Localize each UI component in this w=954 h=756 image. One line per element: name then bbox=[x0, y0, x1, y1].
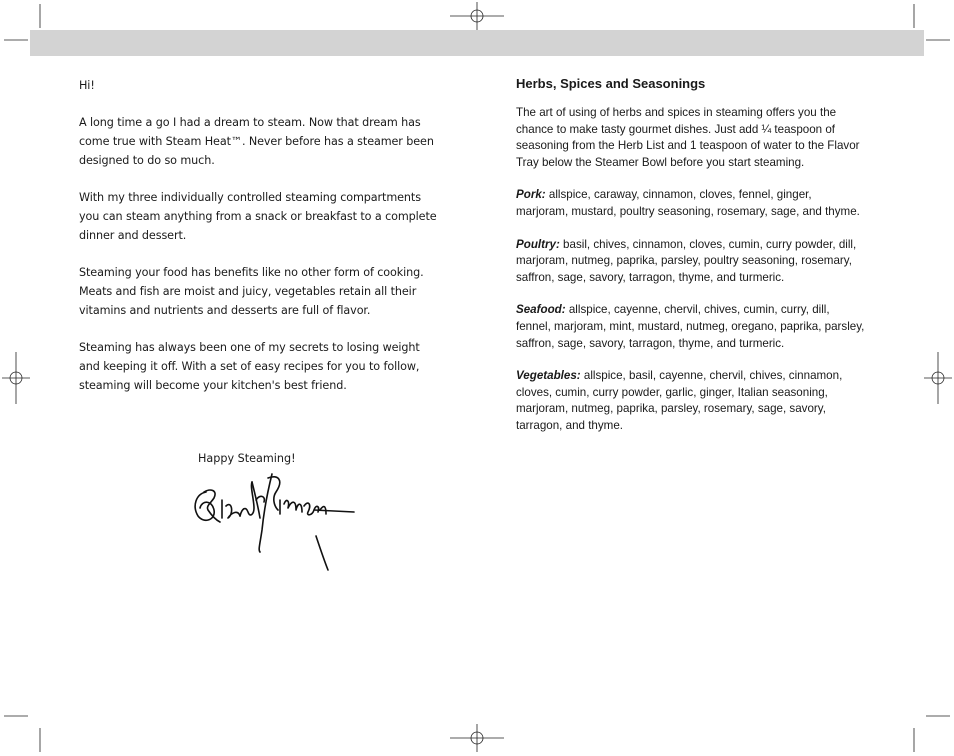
letter-paragraph-3: Steaming your food has benefits like no other form of cooking. Meats and fish are moist and juicy, vegetables retain all their vitamins and nutrients and desserts are full of flavor. bbox=[79, 266, 424, 317]
herb-group-label: Poultry: bbox=[516, 237, 560, 251]
letter-paragraph-2: With my three individually controlled steaming compartments you can steam anything from a snack or breakfast to a complete dinner and dessert. bbox=[79, 191, 437, 242]
herbs-section bbox=[516, 76, 866, 451]
letter-paragraph-4: Steaming has always been one of my secrets to losing weight and keeping it off. With a set of easy recipes for you to follow, steaming will become your kitchen's best friend. bbox=[79, 341, 420, 392]
herb-group-items: allspice, caraway, cinnamon, cloves, fennel, ginger, marjoram, mustard, poultry seasoning, rosemary, sage, and thyme. bbox=[516, 188, 860, 218]
herb-group-label: Pork: bbox=[516, 188, 546, 202]
welcome-letter bbox=[79, 76, 439, 413]
letter-sign-off: Happy Steaming! bbox=[198, 452, 296, 465]
herb-group-vegetables bbox=[516, 368, 866, 434]
herb-group-poultry bbox=[516, 237, 866, 287]
handwritten-signature bbox=[188, 470, 363, 575]
herbs-title: Herbs, Spices and Seasonings bbox=[516, 76, 706, 91]
letter-greeting: Hi! bbox=[79, 79, 95, 92]
herb-group-items: allspice, basil, cayenne, chervil, chives, cinnamon, cloves, cumin, curry powder, garlic, ginger, Italian seasoning, marjoram, nutmeg, paprika, parsley, rosemary, sage, savory, tarragon, and thyme. bbox=[516, 369, 843, 432]
herb-group-items: allspice, cayenne, chervil, chives, cumin, curry, dill, fennel, marjoram, mint, mustard, nutmeg, oregano, paprika, parsley, saffron, sage, savory, tarragon, thyme, and turmeric. bbox=[516, 303, 865, 350]
herb-group-label: Vegetables: bbox=[516, 369, 581, 383]
letter-paragraph-1: A long time a go I had a dream to steam. Now that dream has come true with Steam Heat™. Never before has a steamer been designed to do so much. bbox=[79, 116, 434, 167]
herb-group-items: basil, chives, cinnamon, cloves, cumin, curry powder, dill, marjoram, nutmeg, paprika, parsley, poultry seasoning, rosemary, saffron, sage, savory, tarragon, thyme, and turmeric. bbox=[516, 237, 857, 284]
herb-group-pork bbox=[516, 187, 866, 220]
herb-group-label: Seafood: bbox=[516, 303, 566, 317]
herbs-intro: The art of using of herbs and spices in steaming offers you the chance to make tasty gourmet dishes. Just add ¼ teaspoon of seasoning from the Herb List and 1 teaspoon of water to the Flavor Tray below the Steamer Bowl before you start steaming. bbox=[516, 106, 860, 169]
herb-group-seafood bbox=[516, 302, 866, 352]
